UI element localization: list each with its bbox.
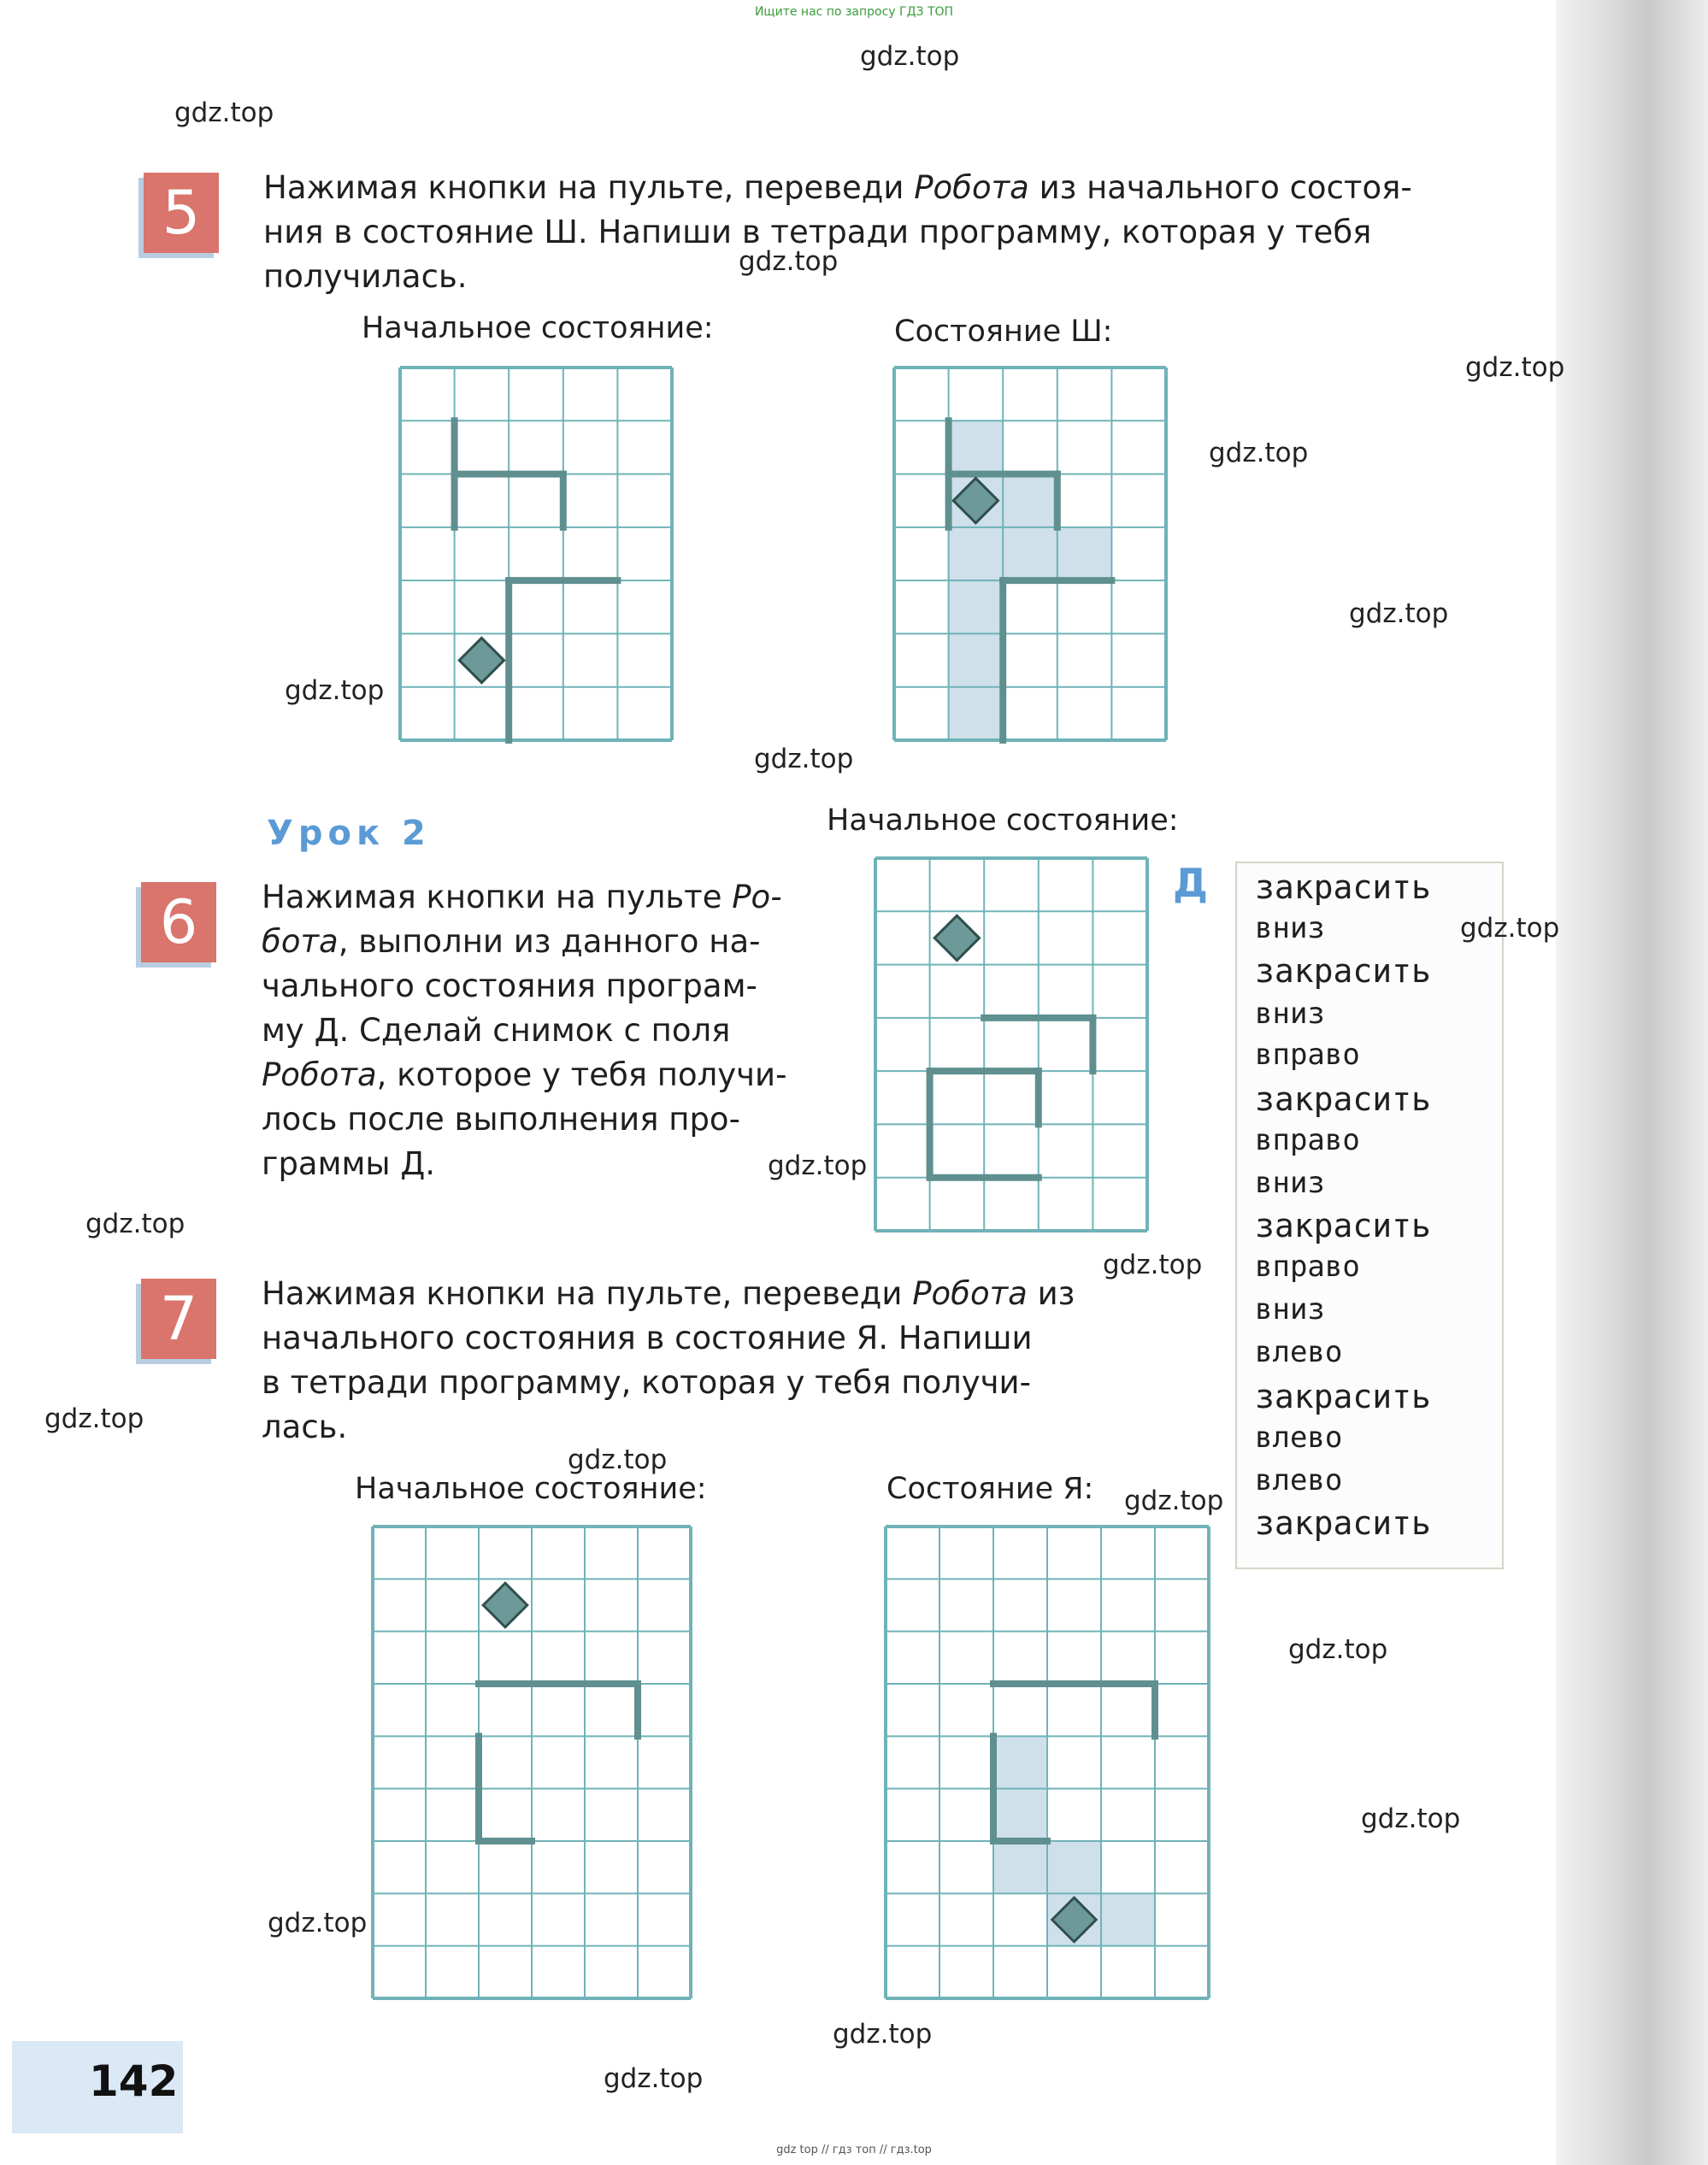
task-6-l1a: Нажимая кнопки на пульте (262, 879, 733, 915)
program-line: закрасить (1255, 1080, 1431, 1118)
filled-cell (1057, 527, 1112, 580)
task-7-robot-word: Робота (912, 1275, 1028, 1312)
watermark: gdz.top (1209, 438, 1309, 468)
task-7-label-end: Состояние Я: (886, 1472, 1094, 1506)
program-line: закрасить (1255, 868, 1431, 906)
grid-task6-start (875, 858, 1147, 1231)
program-line: вправо (1255, 1123, 1360, 1157)
task-6-text (262, 875, 822, 1186)
task-6-l5b: , которое у тебя получи- (376, 1056, 787, 1093)
watermark: gdz.top (1460, 913, 1560, 944)
page-number: 142 (89, 2056, 179, 2106)
filled-cell (1047, 1841, 1101, 1893)
task-7-l2: начального состояния в состояние Я. Напиши (262, 1320, 1033, 1356)
grid-task7-end (886, 1527, 1209, 1998)
filled-cell (993, 1736, 1047, 1788)
filled-cell (1003, 527, 1057, 580)
program-letter: Д (1173, 860, 1208, 906)
page-number-box (12, 2041, 183, 2133)
watermark: gdz.top (604, 2063, 704, 2094)
watermark: gdz.top (860, 41, 960, 72)
watermark: gdz.top (268, 1908, 368, 1938)
filled-cell (1003, 474, 1057, 527)
page-edge-shadow (1556, 0, 1708, 2165)
filled-cell (949, 687, 1004, 740)
filled-cell (949, 580, 1004, 633)
watermark: gdz.top (1361, 1803, 1461, 1834)
task-5-label-start: Начальное состояние: (362, 311, 714, 345)
filled-cell (949, 633, 1004, 686)
program-line: влево (1255, 1463, 1343, 1497)
program-line: вниз (1255, 1166, 1325, 1200)
watermark: gdz.top (754, 744, 854, 774)
program-line: закрасить (1255, 1504, 1431, 1542)
filled-cell (993, 1841, 1047, 1893)
program-line: вправо (1255, 1038, 1360, 1072)
task-5-robot-word: Робота (914, 169, 1029, 206)
task-6-l5a: Робота (262, 1056, 377, 1093)
task-6-l2b: , выполни из данного на- (338, 923, 761, 960)
watermark: gdz.top (768, 1150, 868, 1181)
filled-cell (949, 421, 1004, 474)
watermark: gdz.top (1465, 352, 1565, 383)
task-6-l4: му Д. Сделай снимок с поля (262, 1012, 731, 1049)
grid-task5-end (894, 368, 1166, 740)
filled-cell (993, 1789, 1047, 1841)
task-6-number: 6 (141, 882, 216, 962)
task-6-l3: чального состояния програм- (262, 968, 757, 1004)
bottom-banner: gdz top // гдз топ // гдз.top (776, 2144, 932, 2156)
watermark: gdz.top (833, 2019, 933, 2050)
grid-task5-start (400, 368, 672, 740)
watermark: gdz.top (285, 675, 385, 706)
watermark: gdz.top (85, 1209, 186, 1239)
watermark: gdz.top (739, 246, 839, 277)
program-line: вниз (1255, 1292, 1325, 1327)
task-5-line2: ния в состояние Ш. Напиши в тетради программу, которая у тебя (263, 214, 1372, 250)
task-7-l1a: Нажимая кнопки на пульте, переведи (262, 1275, 913, 1312)
grid-task7-start (373, 1527, 691, 1998)
task-5-line3: получилась. (263, 258, 468, 295)
task-7-text (262, 1272, 1125, 1450)
task-6-l2a: бота (262, 923, 339, 960)
program-line: вправо (1255, 1250, 1360, 1284)
task-6-label-start: Начальное состояние: (827, 803, 1179, 838)
program-line: вниз (1255, 911, 1325, 945)
grid-background (400, 368, 672, 740)
task-6-l6: лось после выполнения про- (262, 1101, 740, 1138)
filled-cell (949, 527, 1004, 580)
watermark: gdz.top (1124, 1485, 1224, 1516)
task-5-line1c: из начального состоя- (1028, 169, 1412, 206)
task-5-line1a: Нажимая кнопки на пульте, переведи (263, 169, 915, 206)
watermark: gdz.top (1349, 598, 1449, 629)
program-line: закрасить (1255, 1207, 1431, 1244)
program-line: закрасить (1255, 952, 1431, 990)
task-5-number: 5 (144, 173, 219, 253)
top-banner: Ищите нас по запросу ГДЗ ТОП (754, 5, 954, 19)
watermark: gdz.top (1288, 1634, 1388, 1665)
task-7-number: 7 (141, 1279, 216, 1359)
watermark: gdz.top (1103, 1250, 1203, 1280)
program-line: влево (1255, 1421, 1343, 1455)
task-5-text (263, 166, 1503, 299)
task-5-label-end: Состояние Ш: (894, 315, 1113, 349)
program-line: закрасить (1255, 1378, 1431, 1415)
lesson-heading: Урок 2 (267, 814, 431, 853)
watermark: gdz.top (568, 1444, 668, 1475)
task-7-l4: лась. (262, 1409, 348, 1445)
watermark: gdz.top (174, 97, 274, 128)
task-7-l3: в тетради программу, которая у тебя получи- (262, 1364, 1031, 1401)
task-7-l1c: из (1027, 1275, 1075, 1312)
watermark: gdz.top (44, 1403, 144, 1434)
task-6-l7: граммы Д. (262, 1145, 436, 1182)
program-line: влево (1255, 1335, 1343, 1369)
task-7-label-start: Начальное состояние: (355, 1472, 707, 1506)
filled-cell (1101, 1893, 1155, 1945)
task-6-l1b: Ро- (732, 879, 782, 915)
program-line: вниз (1255, 997, 1325, 1031)
